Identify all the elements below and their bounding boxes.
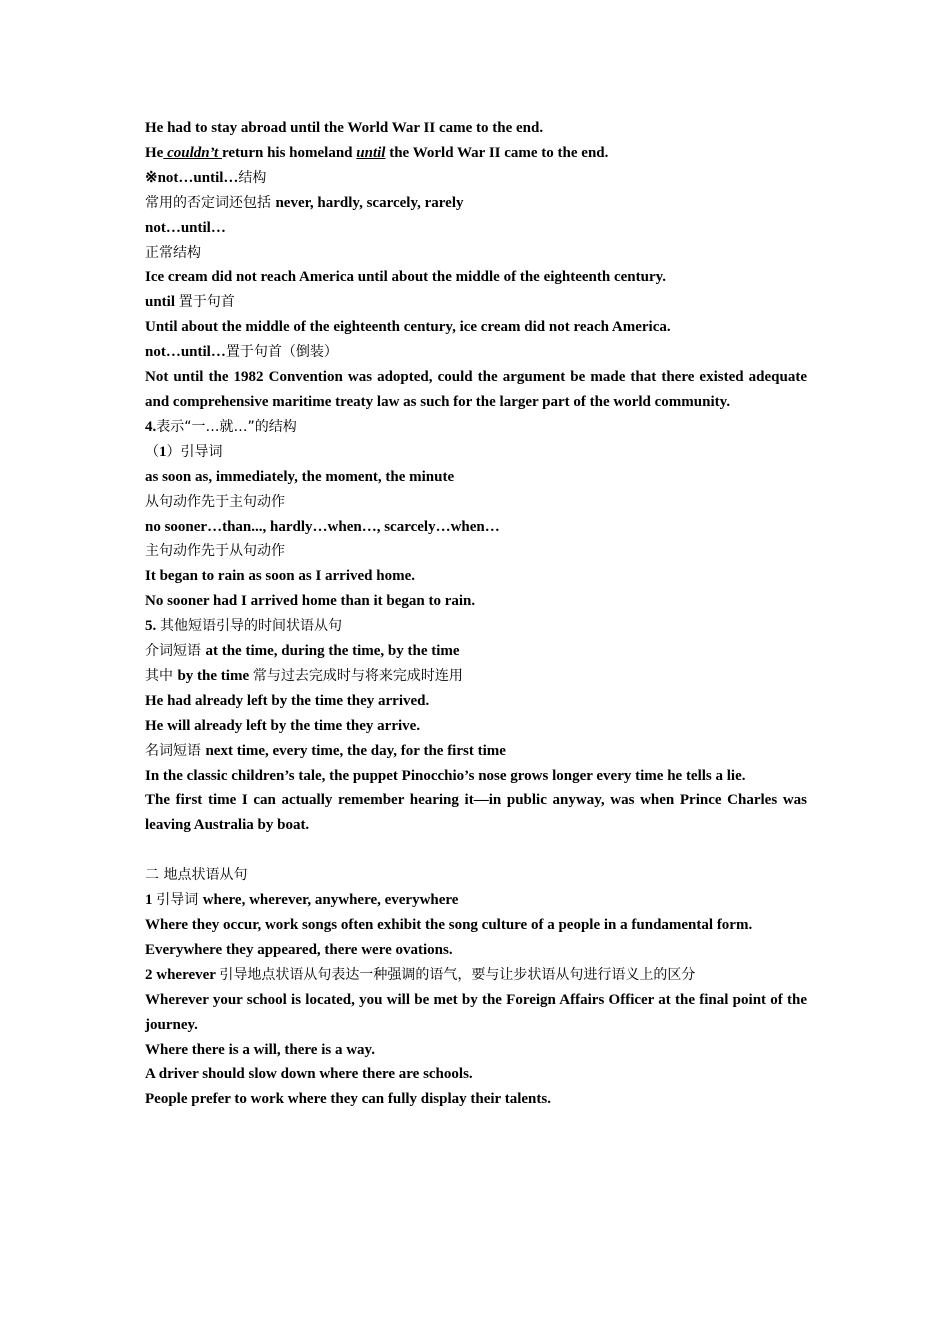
document-page — [145, 116, 807, 1112]
example-sentence: In the classic children’s tale, the puppet Pinocchio’s nose grows longer every time he tells a lie. — [145, 767, 746, 784]
example-sentence: Everywhere they appeared, there were ovations. — [145, 941, 453, 958]
example-sentence: Until about the middle of the eighteenth century, ice cream did not reach America. — [145, 319, 671, 336]
section-heading: 4.表示“一…就…”的结构 — [145, 418, 297, 435]
text-line: 介词短语 at the time, during the time, by the time — [145, 643, 460, 660]
example-sentence: Where there is a will, there is a way. — [145, 1041, 375, 1058]
underlined-word: couldn’t — [163, 144, 222, 161]
text-line: 2 wherever 引导地点状语从句表达一种强调的语气，要与让步状语从句进行语义上的区分 — [145, 966, 696, 983]
text-line: as soon as, immediately, the moment, the minute — [145, 468, 455, 485]
example-sentence: He had already left by the time they arrived. — [145, 692, 430, 709]
example-sentence: No sooner had I arrived home than it began to rain. — [145, 593, 476, 610]
text-line: He couldn’t return his homeland until the World War II came to the end. — [145, 144, 609, 161]
text-line: 从句动作先于主句动作 — [145, 493, 285, 510]
example-sentence: The first time I can actually remember hearing it—in public anyway, was when Prince Charles was leaving Australia by boat. — [145, 792, 807, 834]
text-line: until 置于句首 — [145, 294, 235, 311]
text-line: 名词短语 next time, every time, the day, for the first time — [145, 742, 506, 759]
text-line: no sooner…than..., hardly…when…, scarcely…when… — [145, 518, 500, 535]
example-sentence: Wherever your school is located, you will be met by the Foreign Affairs Officer at the final point of the journey. — [145, 991, 807, 1033]
example-sentence: It began to rain as soon as I arrived home. — [145, 568, 416, 585]
example-sentence: Ice cream did not reach America until about the middle of the eighteenth century. — [145, 269, 667, 286]
text-line: 1 引导词 where, wherever, anywhere, everywhere — [145, 892, 459, 909]
section-heading: 正常结构 — [145, 244, 201, 261]
text-line: 其中 by the time 常与过去完成时与将来完成时连用 — [145, 667, 463, 684]
example-sentence: A driver should slow down where there are schools. — [145, 1066, 473, 1083]
text-line: ※not…until…结构 — [145, 169, 267, 186]
text-line: 主句动作先于从句动作 — [145, 543, 285, 560]
text-line: not…until… — [145, 219, 226, 236]
example-sentence: Where they occur, work songs often exhibit the song culture of a people in a fundamental form. — [145, 916, 753, 933]
section-heading: 5. 其他短语引导的时间状语从句 — [145, 618, 342, 635]
example-sentence: Not until the 1982 Convention was adopted, could the argument be made that there existed adequate and comprehensive maritime treaty law as such for the larger part of the world community. — [145, 369, 807, 410]
text-line: not…until…置于句首（倒装） — [145, 344, 338, 361]
section-heading: 二 地点状语从句 — [145, 867, 248, 884]
blank-line — [145, 838, 807, 863]
example-sentence: He will already left by the time they arrive. — [145, 717, 421, 734]
underlined-word: until — [356, 144, 386, 161]
text-line: He had to stay abroad until the World War II came to the end. — [145, 120, 544, 136]
text-line: 常用的否定词还包括 never, hardly, scarcely, rarely — [145, 194, 464, 211]
subsection-heading: （1）引导词 — [145, 443, 223, 460]
example-sentence: People prefer to work where they can fully display their talents. — [145, 1091, 551, 1108]
